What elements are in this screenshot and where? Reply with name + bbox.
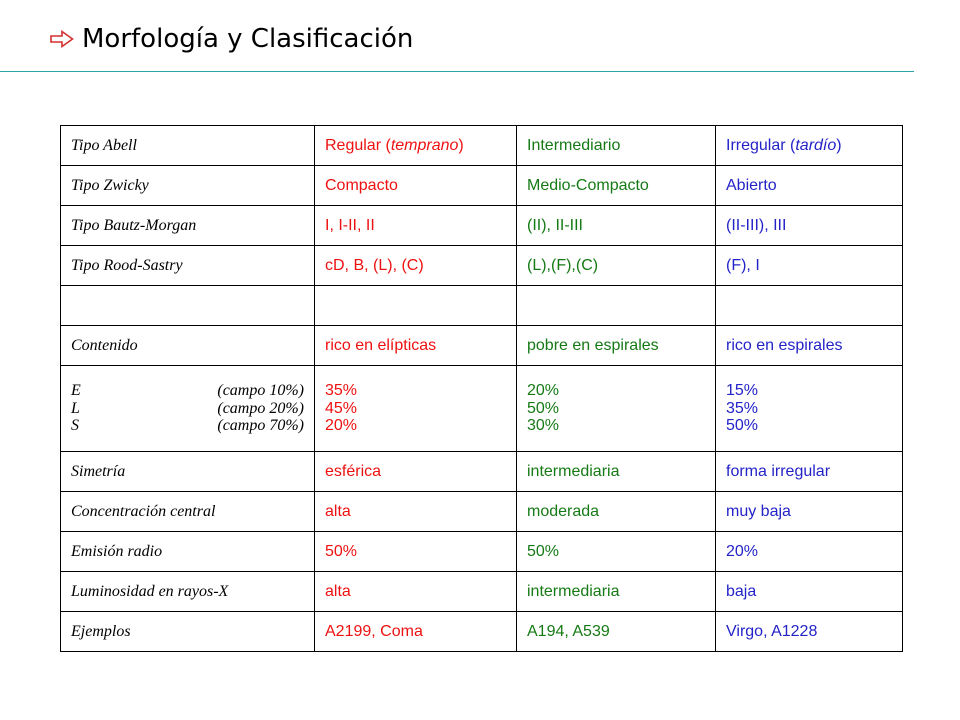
table-row bbox=[61, 246, 903, 286]
cell-col3: muy baja bbox=[716, 492, 903, 532]
table-row bbox=[61, 366, 903, 452]
empty-row bbox=[61, 286, 903, 326]
hollow-arrow-icon bbox=[50, 30, 74, 48]
cell-col2: 50% bbox=[517, 532, 716, 572]
cell-col1: alta bbox=[315, 572, 517, 612]
table-row bbox=[61, 166, 903, 206]
table-row bbox=[61, 492, 903, 532]
cell-col2: A194, A539 bbox=[517, 612, 716, 652]
cell-col2: pobre en espirales bbox=[517, 326, 716, 366]
cell-col3: rico en espirales bbox=[716, 326, 903, 366]
row-label: Simetría bbox=[61, 452, 315, 492]
table-row bbox=[61, 206, 903, 246]
cell-col3: Irregular (tardío) bbox=[716, 126, 903, 166]
label-line: L (campo 20%) bbox=[71, 399, 304, 417]
cell-col3: baja bbox=[716, 572, 903, 612]
cell-col1: 50% bbox=[315, 532, 517, 572]
cell-col1: esférica bbox=[315, 452, 517, 492]
table-row bbox=[61, 326, 903, 366]
cell-col2: (II), II-III bbox=[517, 206, 716, 246]
slide-header bbox=[50, 22, 413, 56]
cell-col2: Medio-Compacto bbox=[517, 166, 716, 206]
cell-col1: A2199, Coma bbox=[315, 612, 517, 652]
cell-col3: Abierto bbox=[716, 166, 903, 206]
table-row bbox=[61, 612, 903, 652]
table-row bbox=[61, 532, 903, 572]
row-label: Concentración central bbox=[61, 492, 315, 532]
row-label: Tipo Rood-Sastry bbox=[61, 246, 315, 286]
row-label: Ejemplos bbox=[61, 612, 315, 652]
row-label: Emisión radio bbox=[61, 532, 315, 572]
table-row bbox=[61, 452, 903, 492]
cell-col2: intermediaria bbox=[517, 452, 716, 492]
cell-col3: forma irregular bbox=[716, 452, 903, 492]
cell-col1: rico en elípticas bbox=[315, 326, 517, 366]
empty-cell bbox=[517, 286, 716, 326]
cell-col3: 20% bbox=[716, 532, 903, 572]
label-line: S (campo 70%) bbox=[71, 417, 304, 435]
empty-cell bbox=[716, 286, 903, 326]
cell-col2: Intermediario bbox=[517, 126, 716, 166]
empty-cell bbox=[61, 286, 315, 326]
cell-col2: 20% 50% 30% bbox=[517, 366, 716, 452]
empty-cell bbox=[315, 286, 517, 326]
cell-col3: (II-III), III bbox=[716, 206, 903, 246]
table-row bbox=[61, 126, 903, 166]
row-label: Tipo Bautz-Morgan bbox=[61, 206, 315, 246]
cell-col2: moderada bbox=[517, 492, 716, 532]
cell-col1: Regular (temprano) bbox=[315, 126, 517, 166]
row-label: Luminosidad en rayos-X bbox=[61, 572, 315, 612]
title-divider bbox=[0, 71, 914, 72]
label-line: E (campo 10%) bbox=[71, 382, 304, 400]
cell-col3: (F), I bbox=[716, 246, 903, 286]
cell-col3: 15% 35% 50% bbox=[716, 366, 903, 452]
cell-col2: intermediaria bbox=[517, 572, 716, 612]
row-label: Contenido bbox=[61, 326, 315, 366]
row-label: Tipo Abell bbox=[61, 126, 315, 166]
cell-col1: Compacto bbox=[315, 166, 517, 206]
cell-col1: I, I-II, II bbox=[315, 206, 517, 246]
table-row bbox=[61, 572, 903, 612]
cell-col1: 35% 45% 20% bbox=[315, 366, 517, 452]
row-label-multi bbox=[61, 366, 315, 452]
cell-col2: (L),(F),(C) bbox=[517, 246, 716, 286]
row-label: Tipo Zwicky bbox=[61, 166, 315, 206]
cell-col3: Virgo, A1228 bbox=[716, 612, 903, 652]
cell-col1: alta bbox=[315, 492, 517, 532]
page-title: Morfología y Clasificación bbox=[82, 24, 414, 54]
cell-col1: cD, B, (L), (C) bbox=[315, 246, 517, 286]
classification-table bbox=[60, 125, 903, 652]
